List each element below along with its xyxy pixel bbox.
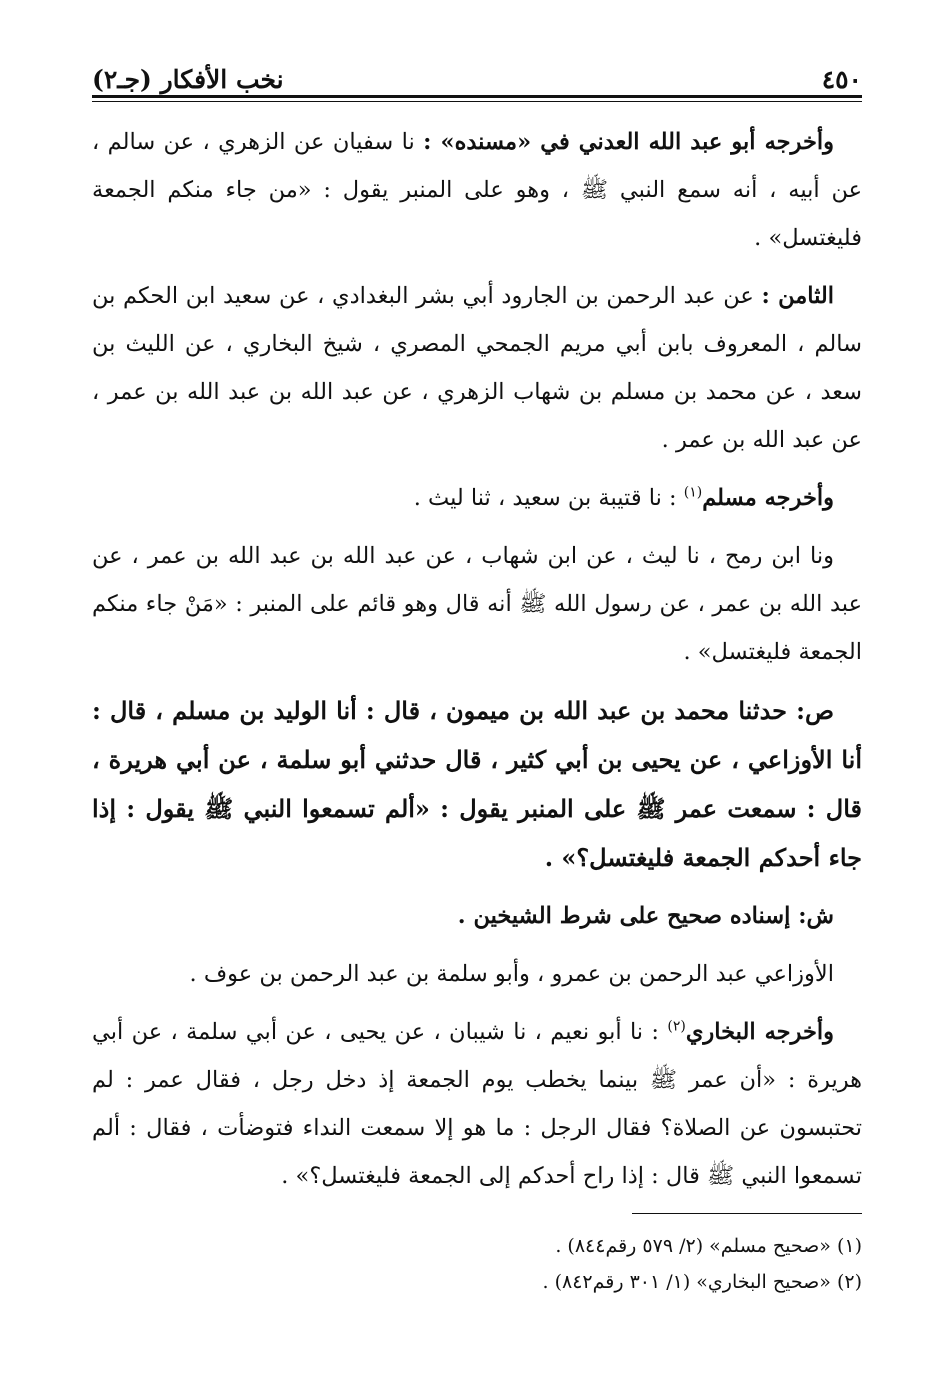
footnote-ref-2[interactable]: (٢)	[667, 1018, 686, 1035]
paragraph-text: : نا قتيبة بن سعيد ، ثنا ليث .	[413, 485, 684, 511]
paragraph-eighth-chain	[92, 272, 862, 464]
paragraph-text: الأوزاعي عبد الرحمن بن عمرو ، وأبو سلمة بن عبد الرحمن بن عوف .	[189, 961, 834, 987]
paragraph-bukhari	[92, 1008, 862, 1200]
paragraph-text: نا سفيان عن الزهري ، عن سالم ، عن أبيه ، أنه سمع النبي ﷺ ، وهو على المنبر يقول : «من جاء منكم الجمعة فليغتسل» .	[92, 129, 862, 251]
book-title: نخب الأفكار (جـ٢)	[92, 65, 284, 94]
page-header	[92, 50, 862, 94]
hadith-matn: ص: حدثنا محمد بن عبد الله بن ميمون ، قال : أنا الوليد بن مسلم ، قال : أنا الأوزاعي ، عن يحيى بن أبي كثير ، قال حدثني أبو سلمة ، عن أبي هريرة ، قال : سمعت عمر ﷺ على المنبر يقول : «ألم تسمعوا النبي ﷺ يقول : إذا جاء أحدكم الجمعة فليغتسل؟» .	[92, 696, 862, 872]
header-rule	[92, 95, 862, 102]
footnote-1: (١) «صحيح مسلم» (٢/ ٥٧٩ رقم٨٤٤) .	[555, 1235, 862, 1257]
footnote-rule	[632, 1213, 862, 1214]
paragraph-lead: وأخرجه أبو عبد الله العدني في «مسنده» :	[423, 129, 834, 155]
sharh-heading	[92, 892, 862, 940]
paragraph-text: ونا ابن رمح ، نا ليث ، عن ابن شهاب ، عن عبد الله بن عبد الله بن عمر ، عن عبد الله بن عمر ، عن رسول الله ﷺ أنه قال وهو قائم على المنبر : «مَنْ جاء منكم الجمعة فليغتسل» .	[92, 543, 862, 665]
paragraph-text: : نا أبو نعيم ، نا شيبان ، عن يحيى ، عن أبي سلمة ، عن أبي هريرة : «أن عمر ﷺ بينما يخطب يوم الجمعة إذ دخل رجل ، فقال عمر : لم تحتبسون عن الصلاة؟ فقال الرجل : ما هو إلا سمعت النداء فتوضأت ، فقال : ألم تسمعوا النبي ﷺ قال : إذا راح أحدكم إلى الجمعة فليغتسل؟» .	[92, 1019, 862, 1189]
paragraph-awzai	[92, 950, 862, 998]
paragraph-lead: الثامن :	[761, 283, 834, 309]
sharh-lead: ش: إسناده صحيح على شرط الشيخين .	[457, 903, 834, 929]
paragraph-text: عن عبد الرحمن بن الجارود أبي بشر البغدادي ، عن سعيد ابن الحكم بن سالم ، المعروف بابن أبي مريم الجمحي المصري ، شيخ البخاري ، عن الليث بن سعد ، عن محمد بن مسلم بن شهاب الزهري ، عن عبد الله بن عبد الله بن عمر ، عن عبد الله بن عمر .	[92, 283, 862, 453]
footnote-ref-1[interactable]: (١)	[683, 484, 703, 501]
paragraph-ibn-rumh	[92, 532, 862, 676]
footnote-2: (٢) «صحيح البخاري» (١/ ٣٠١ رقم٨٤٢) .	[542, 1271, 862, 1293]
footnotes	[92, 1228, 862, 1300]
paragraph-lead: وأخرجه البخاري	[685, 1019, 834, 1045]
paragraph-lead: وأخرجه مسلم	[702, 485, 834, 511]
page-number: ٤٥٠	[821, 65, 862, 94]
paragraph-adani	[92, 118, 862, 262]
paragraph-muslim	[92, 474, 862, 522]
page-body	[92, 118, 862, 1210]
